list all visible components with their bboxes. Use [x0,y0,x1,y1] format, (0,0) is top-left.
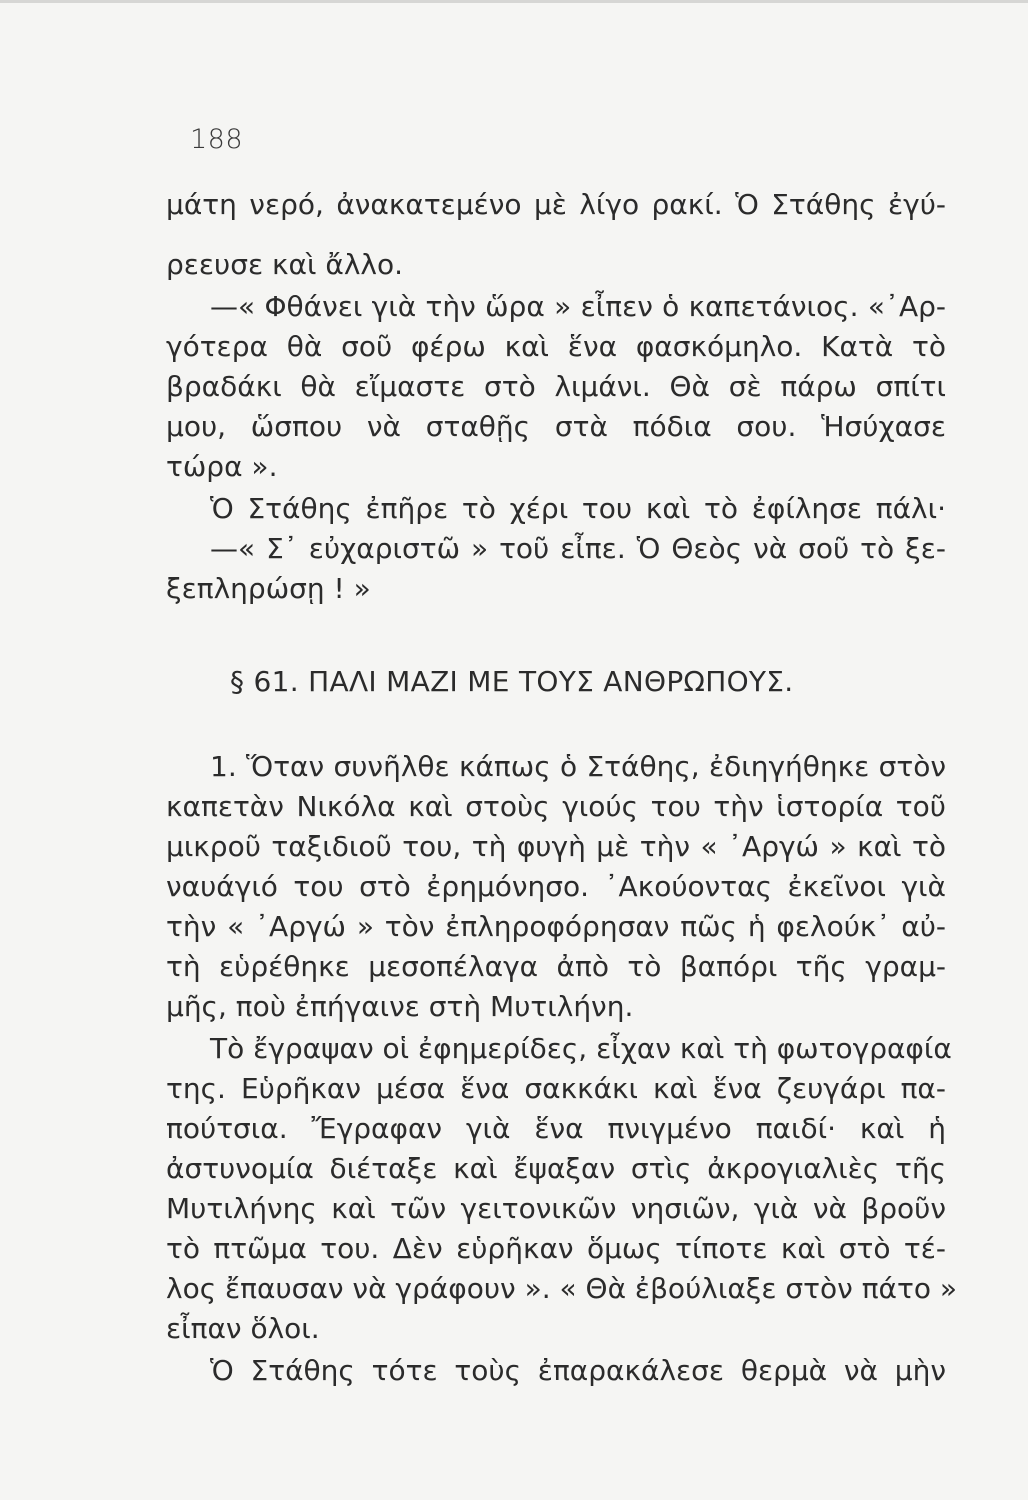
text-line: καπετὰν Νικόλα καὶ στοὺς γιούς του τὴν ἱστορία τοῦ [166,790,946,823]
text-line: —« Σ᾽ εὐχαριστῶ » τοῦ εἶπε. Ὁ Θεὸς νὰ σοῦ τὸ ξε- [210,532,946,565]
page-top-edge [0,0,1028,3]
text-line: Ὁ Στάθης ἐπῆρε τὸ χέρι του καὶ τὸ ἐφίλησε πάλι· [210,492,946,525]
text-line: λος ἔπαυσαν νὰ γράφουν ». « Θὰ ἐβούλιαξε στὸν πάτο » [166,1272,958,1305]
text-line: Μυτιλήνης καὶ τῶν γειτονικῶν νησιῶν, γιὰ νὰ βροῦν [166,1192,946,1225]
text-line: ναυάγιό του στὸ ἐρημόνησο. ᾽Ακούοντας ἐκεῖνοι γιὰ [166,870,946,903]
text-line: Τὸ ἔγραψαν οἱ ἐφημερίδες, εἶχαν καὶ τὴ φωτογραφία [210,1032,952,1065]
text-line: εἶπαν ὅλοι. [166,1312,320,1345]
text-line: πούτσια. Ἔγραφαν γιὰ ἕνα πνιγμένο παιδί· καὶ ἡ [166,1112,946,1145]
text-line: τώρα ». [166,450,278,483]
text-line: μικροῦ ταξιδιοῦ του, τὴ φυγὴ μὲ τὴν « ᾽Αργώ » καὶ τὸ [166,830,946,863]
text-line: τὴν « ᾽Αργώ » τὸν ἐπληροφόρησαν πῶς ἡ φελούκ᾽ αὐ- [166,910,946,943]
text-line: 1. Ὅταν συνῆλθε κάπως ὁ Στάθης, ἐδιηγήθηκε στὸν [210,750,946,783]
text-line: μῆς, ποὺ ἐπήγαινε στὴ Μυτιλήνη. [166,990,634,1023]
text-line: της. Εὑρῆκαν μέσα ἕνα σακκάκι καὶ ἕνα ζευγάρι πα- [166,1072,946,1105]
text-line: ξεπληρώσῃ ! » [166,572,371,605]
text-line: Ὁ Στάθης τότε τοὺς ἐπαρακάλεσε θερμὰ νὰ μὴν [210,1354,946,1387]
text-line: μου, ὥσπου νὰ σταθῇς στὰ πόδια σου. Ἡσύχασε [166,410,946,443]
text-line: γότερα θὰ σοῦ φέρω καὶ ἕνα φασκόμηλο. Κατὰ τὸ [166,330,946,363]
text-line: μάτη νερό, ἀνακατεμένο μὲ λίγο ρακί. Ὁ Στάθης ἐγύ- [166,188,946,221]
section-heading: § 61. ΠΑΛΙ ΜΑΖΙ ΜΕ ΤΟΥΣ ΑΝΘΡΩΠΟΥΣ. [230,665,794,698]
text-line: βραδάκι θὰ εἴμαστε στὸ λιμάνι. Θὰ σὲ πάρω σπίτι [166,370,946,403]
text-line: τὸ πτῶμα του. Δὲν εὑρῆκαν ὅμως τίποτε καὶ στὸ τέ- [166,1232,946,1265]
page-number: 188 [190,124,244,155]
text-line: ρεευσε καὶ ἄλλο. [166,248,403,281]
text-line: ἀστυνομία διέταξε καὶ ἔψαξαν στὶς ἀκρογιαλιὲς τῆς [166,1152,946,1185]
text-line: —« Φθάνει γιὰ τὴν ὥρα » εἶπεν ὁ καπετάνιος. «᾽Αρ- [210,290,946,323]
text-line: τὴ εὑρέθηκε μεσοπέλαγα ἀπὸ τὸ βαπόρι τῆς γραμ- [166,950,946,983]
